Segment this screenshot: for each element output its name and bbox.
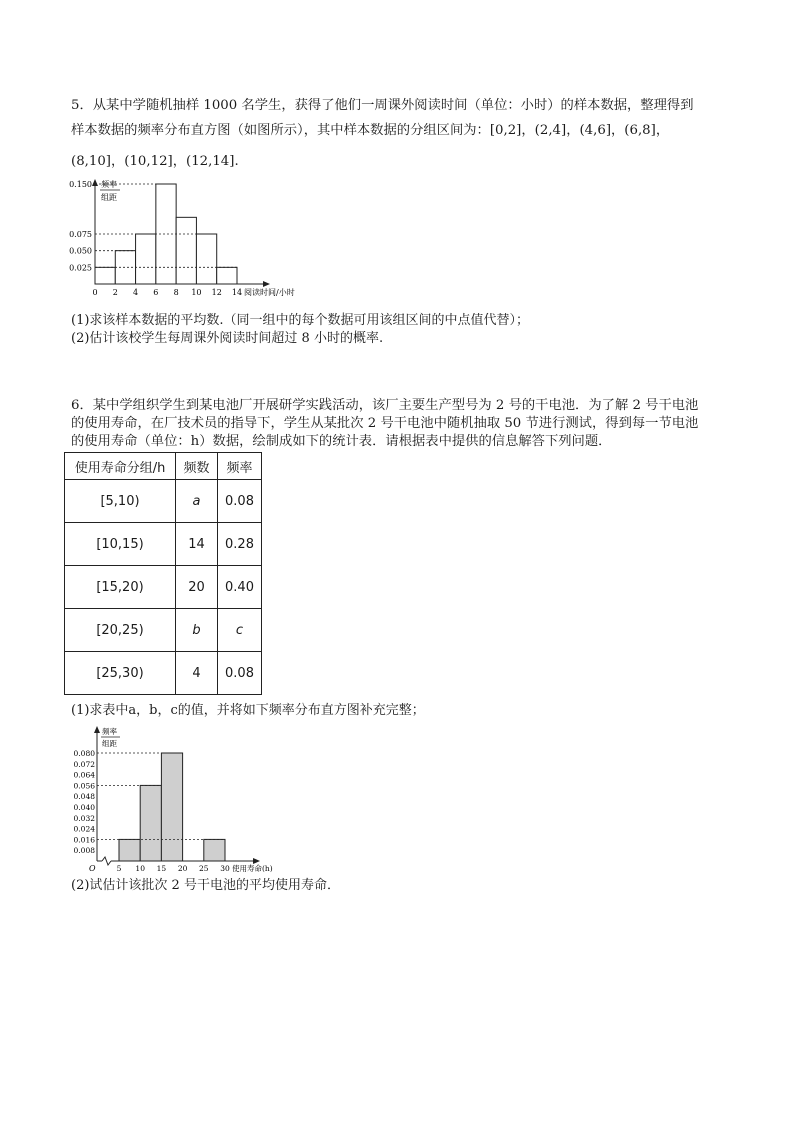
y-tick-label: 0.024 bbox=[73, 824, 95, 834]
q6-text-line3: 的使用寿命（单位：h）数据，绘制成如下的统计表．请根据表中提供的信息解答下列问题． bbox=[71, 434, 612, 449]
x-tick-label: 4 bbox=[133, 288, 139, 297]
histogram-bar bbox=[95, 267, 115, 284]
y-tick-label: 0.016 bbox=[73, 835, 95, 845]
histogram-bar bbox=[119, 839, 140, 861]
q6-subquestion-1: (1)求表中a，b，c的值，并将如下频率分布直方图补充完整； bbox=[71, 703, 425, 718]
table-cell: a bbox=[176, 480, 218, 523]
table-header-count: 频数 bbox=[176, 453, 218, 480]
y-axis-label-bottom: 组距 bbox=[101, 193, 117, 202]
q5-text-line2: 样本数据的频率分布直方图（如图所示），其中样本数据的分组区间为：[0,2]，(2,4]，(4,6]，(6,8]， bbox=[71, 123, 670, 138]
x-tick-label: 5 bbox=[116, 864, 122, 873]
table-row bbox=[65, 609, 262, 652]
y-tick-label: 0.050 bbox=[69, 246, 92, 256]
table-cell: [15,20) bbox=[65, 566, 176, 609]
q5-subquestion-2: (2)估计该校学生每周课外阅读时间超过 8 小时的概率. bbox=[71, 331, 384, 346]
y-tick-label: 0.040 bbox=[73, 803, 95, 812]
x-axis-label: 使用寿命(h) bbox=[232, 864, 273, 873]
y-axis-label-bottom: 组距 bbox=[102, 739, 117, 748]
x-tick-label: 30 bbox=[220, 864, 230, 873]
table-cell: 20 bbox=[176, 566, 218, 609]
y-tick-label: 0.150 bbox=[69, 180, 92, 189]
q5-text-line1: 5．从某中学随机抽样 1000 名学生，获得了他们一周课外阅读时间（单位：小时）的样本数据，整理得到 bbox=[71, 98, 694, 113]
table-cell: c bbox=[218, 609, 262, 652]
battery-life-table bbox=[64, 452, 262, 695]
y-tick-label: 0.032 bbox=[73, 813, 95, 823]
x-tick-label: 15 bbox=[156, 864, 167, 873]
reading-time-histogram bbox=[64, 176, 334, 312]
y-axis-arrow bbox=[92, 179, 98, 186]
table-cell: [5,10) bbox=[65, 480, 176, 523]
table-row bbox=[65, 480, 262, 523]
table-cell: [20,25) bbox=[65, 609, 176, 652]
histogram-bar bbox=[176, 217, 196, 284]
y-tick-label: 0.064 bbox=[73, 770, 95, 780]
q5-subquestion-1: (1)求该样本数据的平均数.（同一组中的每个数据可用该组区间的中点值代替）； bbox=[71, 313, 530, 328]
y-axis-label-top: 频率 bbox=[102, 727, 117, 736]
histogram-bar bbox=[140, 785, 161, 861]
y-tick-label: 0.072 bbox=[73, 759, 95, 769]
histogram-bar bbox=[156, 184, 176, 284]
table-cell: 4 bbox=[176, 652, 218, 695]
histogram-bar bbox=[204, 839, 225, 861]
q6-text-line2: 的使用寿命，在厂技术员的指导下，学生从某批次 2 号干电池中随机抽取 50 节进行测试，得到每一节电池 bbox=[71, 416, 699, 431]
x-tick-label: 10 bbox=[191, 288, 202, 297]
table-cell: 0.08 bbox=[218, 652, 262, 695]
y-tick-label: 0.056 bbox=[73, 781, 95, 791]
x-tick-label: 6 bbox=[153, 288, 159, 297]
x-tick-label: 8 bbox=[173, 288, 179, 297]
x-tick-label: 0 bbox=[92, 288, 98, 297]
table-row bbox=[65, 652, 262, 695]
y-tick-label: 0.025 bbox=[69, 263, 92, 273]
origin-label: O bbox=[89, 864, 96, 873]
x-tick-label: 14 bbox=[231, 288, 243, 297]
table-row bbox=[65, 523, 262, 566]
y-tick-label: 0.048 bbox=[73, 792, 95, 802]
y-tick-label: 0.080 bbox=[73, 749, 95, 758]
table-header-group: 使用寿命分组/h bbox=[65, 453, 176, 480]
histogram-bar bbox=[161, 753, 182, 861]
table-cell: 14 bbox=[176, 523, 218, 566]
axis-break-icon bbox=[102, 857, 111, 865]
y-tick-label: 0.008 bbox=[73, 846, 95, 856]
table-cell: 0.08 bbox=[218, 480, 262, 523]
histogram-bar bbox=[136, 234, 156, 284]
x-axis-label: 阅读时间/小时 bbox=[244, 288, 295, 297]
y-axis-label-top: 频率 bbox=[101, 180, 117, 189]
table-header-frequency: 频率 bbox=[218, 453, 262, 480]
x-tick-label: 20 bbox=[177, 864, 188, 873]
y-tick-label: 0.075 bbox=[69, 230, 92, 239]
x-axis-arrow bbox=[263, 281, 270, 287]
x-tick-label: 2 bbox=[112, 288, 118, 297]
battery-life-histogram bbox=[64, 722, 324, 878]
table-cell: [25,30) bbox=[65, 652, 176, 695]
x-tick-label: 12 bbox=[211, 288, 222, 297]
table-cell: 0.28 bbox=[218, 523, 262, 566]
y-axis-arrow bbox=[94, 726, 100, 733]
table-cell: [10,15) bbox=[65, 523, 176, 566]
table-cell: b bbox=[176, 609, 218, 652]
x-tick-label: 10 bbox=[135, 864, 145, 873]
histogram-bar bbox=[196, 234, 216, 284]
table-cell: 0.40 bbox=[218, 566, 262, 609]
x-tick-label: 25 bbox=[199, 864, 209, 873]
q6-subquestion-2: (2)试估计该批次 2 号干电池的平均使用寿命． bbox=[71, 878, 340, 893]
table-header-row bbox=[65, 453, 262, 480]
histogram-bar bbox=[217, 267, 237, 284]
q6-text-line1: 6．某中学组织学生到某电池厂开展研学实践活动，该厂主要生产型号为 2 号的干电池．为了解 2 号干电池 bbox=[71, 398, 699, 413]
table-row bbox=[65, 566, 262, 609]
q5-text-line3: (8,10]，(10,12]，(12,14]. bbox=[71, 154, 239, 169]
